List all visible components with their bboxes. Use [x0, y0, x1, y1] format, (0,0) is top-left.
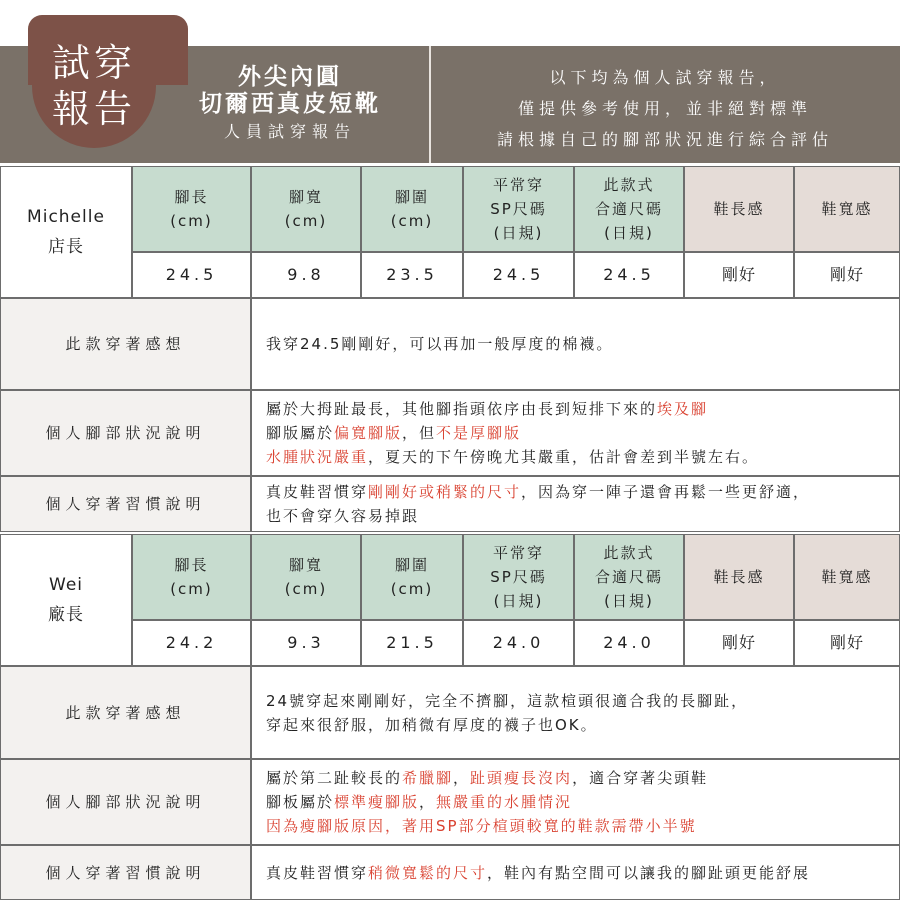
value-usual-size: 24.0 — [463, 620, 574, 666]
impression-text — [251, 666, 900, 759]
column-header-width-feel: 鞋寬感 — [794, 534, 900, 620]
text-line — [266, 397, 708, 421]
header-unit: (cm) — [170, 580, 213, 598]
label-impression: 此款穿著感想 — [0, 298, 251, 390]
highlighted-text: 希臘腳 — [402, 769, 454, 787]
highlighted-text: 不是厚腳版 — [436, 424, 522, 442]
text-segment: ，因為穿一陣子還會再鬆一些更舒適， — [521, 483, 811, 501]
banner-divider — [429, 46, 431, 163]
highlighted-text: 稍微寬鬆的尺寸 — [368, 863, 488, 882]
text-segment: 屬於第二趾較長的 — [266, 769, 403, 787]
impression-line: 我穿24.5剛剛好，可以再加一般厚度的棉襪。 — [266, 335, 614, 353]
header-text: 腳寬 — [288, 188, 323, 206]
badge-line-1: 試穿 — [51, 41, 136, 85]
text-segment: 屬於大拇趾最長，其他腳指頭依序由長到短排下來的 — [266, 400, 658, 418]
value-width-feel: 剛好 — [794, 620, 900, 666]
value-width-feel: 剛好 — [794, 252, 900, 298]
wearing-habit-text — [251, 476, 900, 532]
text-line — [266, 504, 419, 528]
value-fit-size: 24.5 — [574, 252, 684, 298]
header-text: 腳寬 — [288, 556, 323, 574]
text-segment: ，但 — [402, 424, 437, 442]
header-text: (日規) — [604, 224, 654, 242]
header-text: 此款式 — [603, 176, 655, 194]
header-unit: (cm) — [170, 212, 213, 230]
highlighted-text: 趾頭瘦長沒肉 — [470, 769, 573, 787]
column-header-width-feel: 鞋寬感 — [794, 166, 900, 252]
header-text: 腳圍 — [394, 556, 429, 574]
text-line — [266, 480, 810, 504]
header-text: SP尺碼 — [490, 200, 547, 218]
value-foot-girth: 21.5 — [361, 620, 463, 666]
header-text: 合適尺碼 — [594, 568, 663, 586]
column-header-foot-width — [251, 166, 361, 252]
text-line — [266, 421, 521, 445]
text-segment: 也不會穿久容易掉跟 — [266, 507, 420, 525]
badge-line-2: 報告 — [51, 87, 136, 131]
header-text: (日規) — [493, 224, 544, 242]
header-unit: (cm) — [284, 580, 328, 598]
title-line-3: 人員試穿報告 — [223, 122, 356, 141]
column-header-foot-width — [251, 534, 361, 620]
text-segment: ， — [419, 793, 437, 811]
highlighted-text: 因為瘦腳版原因，著用SP部分楦頭較寬的鞋款需帶小半號 — [266, 817, 697, 835]
header-text: 腳長 — [174, 556, 209, 574]
person-name: Michelle — [27, 207, 105, 227]
value-foot-girth: 23.5 — [361, 252, 463, 298]
column-header-usual-size — [463, 534, 574, 620]
column-header-foot-length — [132, 166, 251, 252]
column-header-foot-girth — [361, 534, 463, 620]
value-length-feel: 剛好 — [684, 620, 794, 666]
highlighted-text: 標準瘦腳版 — [334, 793, 420, 811]
value-foot-width: 9.3 — [251, 620, 361, 666]
header-text: SP尺碼 — [490, 568, 547, 586]
value-length-feel: 剛好 — [684, 252, 794, 298]
header-unit: (cm) — [390, 580, 434, 598]
header-text: 腳圍 — [394, 188, 429, 206]
notice-line: 以下均為個人試穿報告， — [549, 68, 781, 87]
text-line — [266, 861, 810, 885]
title-line-1: 外尖內圓 — [238, 64, 342, 90]
column-header-foot-girth — [361, 166, 463, 252]
text-line — [266, 445, 759, 469]
label-foot-condition: 個人腳部狀況說明 — [0, 390, 251, 476]
column-header-fit-size — [574, 534, 684, 620]
text-segment: ， — [453, 769, 471, 787]
person-name-cell — [0, 166, 132, 298]
header-text: 此款式 — [603, 544, 655, 562]
foot-condition-text — [251, 390, 900, 476]
column-header-length-feel: 鞋長感 — [684, 534, 794, 620]
highlighted-text: 無嚴重的水腫情況 — [436, 793, 573, 811]
notice-line: 僅提供參考使用，並非絕對標準 — [517, 99, 812, 118]
highlighted-text: 偏寬腳版 — [334, 424, 403, 442]
title-line-2: 切爾西真皮短靴 — [199, 91, 381, 117]
wearing-habit-text — [251, 845, 900, 900]
label-foot-condition: 個人腳部狀況說明 — [0, 759, 251, 845]
text-segment: ，夏天的下午傍晚尤其嚴重，估計會差到半號左右。 — [368, 448, 760, 466]
text-line — [266, 790, 572, 814]
impression-line: 穿起來很舒服，加稍微有厚度的襪子也OK。 — [266, 715, 598, 734]
header-text: (日規) — [604, 592, 654, 610]
column-header-length-feel: 鞋長感 — [684, 166, 794, 252]
text-segment: 真皮鞋習慣穿 — [266, 863, 369, 882]
text-segment: ，鞋內有點空間可以讓我的腳趾頭更能舒展 — [487, 863, 811, 882]
header-unit: (cm) — [284, 212, 328, 230]
person-name-cell — [0, 534, 132, 666]
value-fit-size: 24.0 — [574, 620, 684, 666]
person-role: 店長 — [48, 237, 84, 257]
person-role: 廠長 — [48, 605, 84, 625]
highlighted-text: 水腫狀況嚴重 — [266, 448, 369, 466]
value-foot-length: 24.2 — [132, 620, 251, 666]
highlighted-text: 剛剛好或稍緊的尺寸 — [368, 483, 522, 501]
disclaimer-notice — [440, 62, 890, 155]
column-header-foot-length — [132, 534, 251, 620]
notice-line: 請根據自己的腳部狀況進行綜合評估 — [496, 130, 833, 149]
highlighted-text: 埃及腳 — [657, 400, 709, 418]
header-text: 平常穿 — [492, 176, 544, 194]
header-text: 平常穿 — [492, 544, 544, 562]
trial-report-badge — [32, 24, 156, 148]
column-header-fit-size — [574, 166, 684, 252]
column-header-usual-size — [463, 166, 574, 252]
impression-text — [251, 298, 900, 390]
header-text: (日規) — [493, 592, 544, 610]
text-segment: 腳版屬於 — [266, 424, 335, 442]
product-title — [160, 64, 420, 144]
label-wearing-habit: 個人穿著習慣說明 — [0, 845, 251, 900]
text-segment: 真皮鞋習慣穿 — [266, 483, 369, 501]
person-name: Wei — [49, 575, 83, 595]
value-foot-length: 24.5 — [132, 252, 251, 298]
impression-line: 24號穿起來剛剛好，完全不擠腳，這款楦頭很適合我的長腳趾， — [266, 691, 749, 710]
label-wearing-habit: 個人穿著習慣說明 — [0, 476, 251, 532]
value-foot-width: 9.8 — [251, 252, 361, 298]
text-line — [266, 766, 708, 790]
header-text: 腳長 — [174, 188, 209, 206]
value-usual-size: 24.5 — [463, 252, 574, 298]
header-text: 合適尺碼 — [594, 200, 663, 218]
text-segment: 腳板屬於 — [266, 793, 335, 811]
text-line — [266, 814, 697, 838]
label-impression: 此款穿著感想 — [0, 666, 251, 759]
header-unit: (cm) — [390, 212, 434, 230]
foot-condition-text — [251, 759, 900, 845]
text-segment: ，適合穿著尖頭鞋 — [572, 769, 709, 787]
